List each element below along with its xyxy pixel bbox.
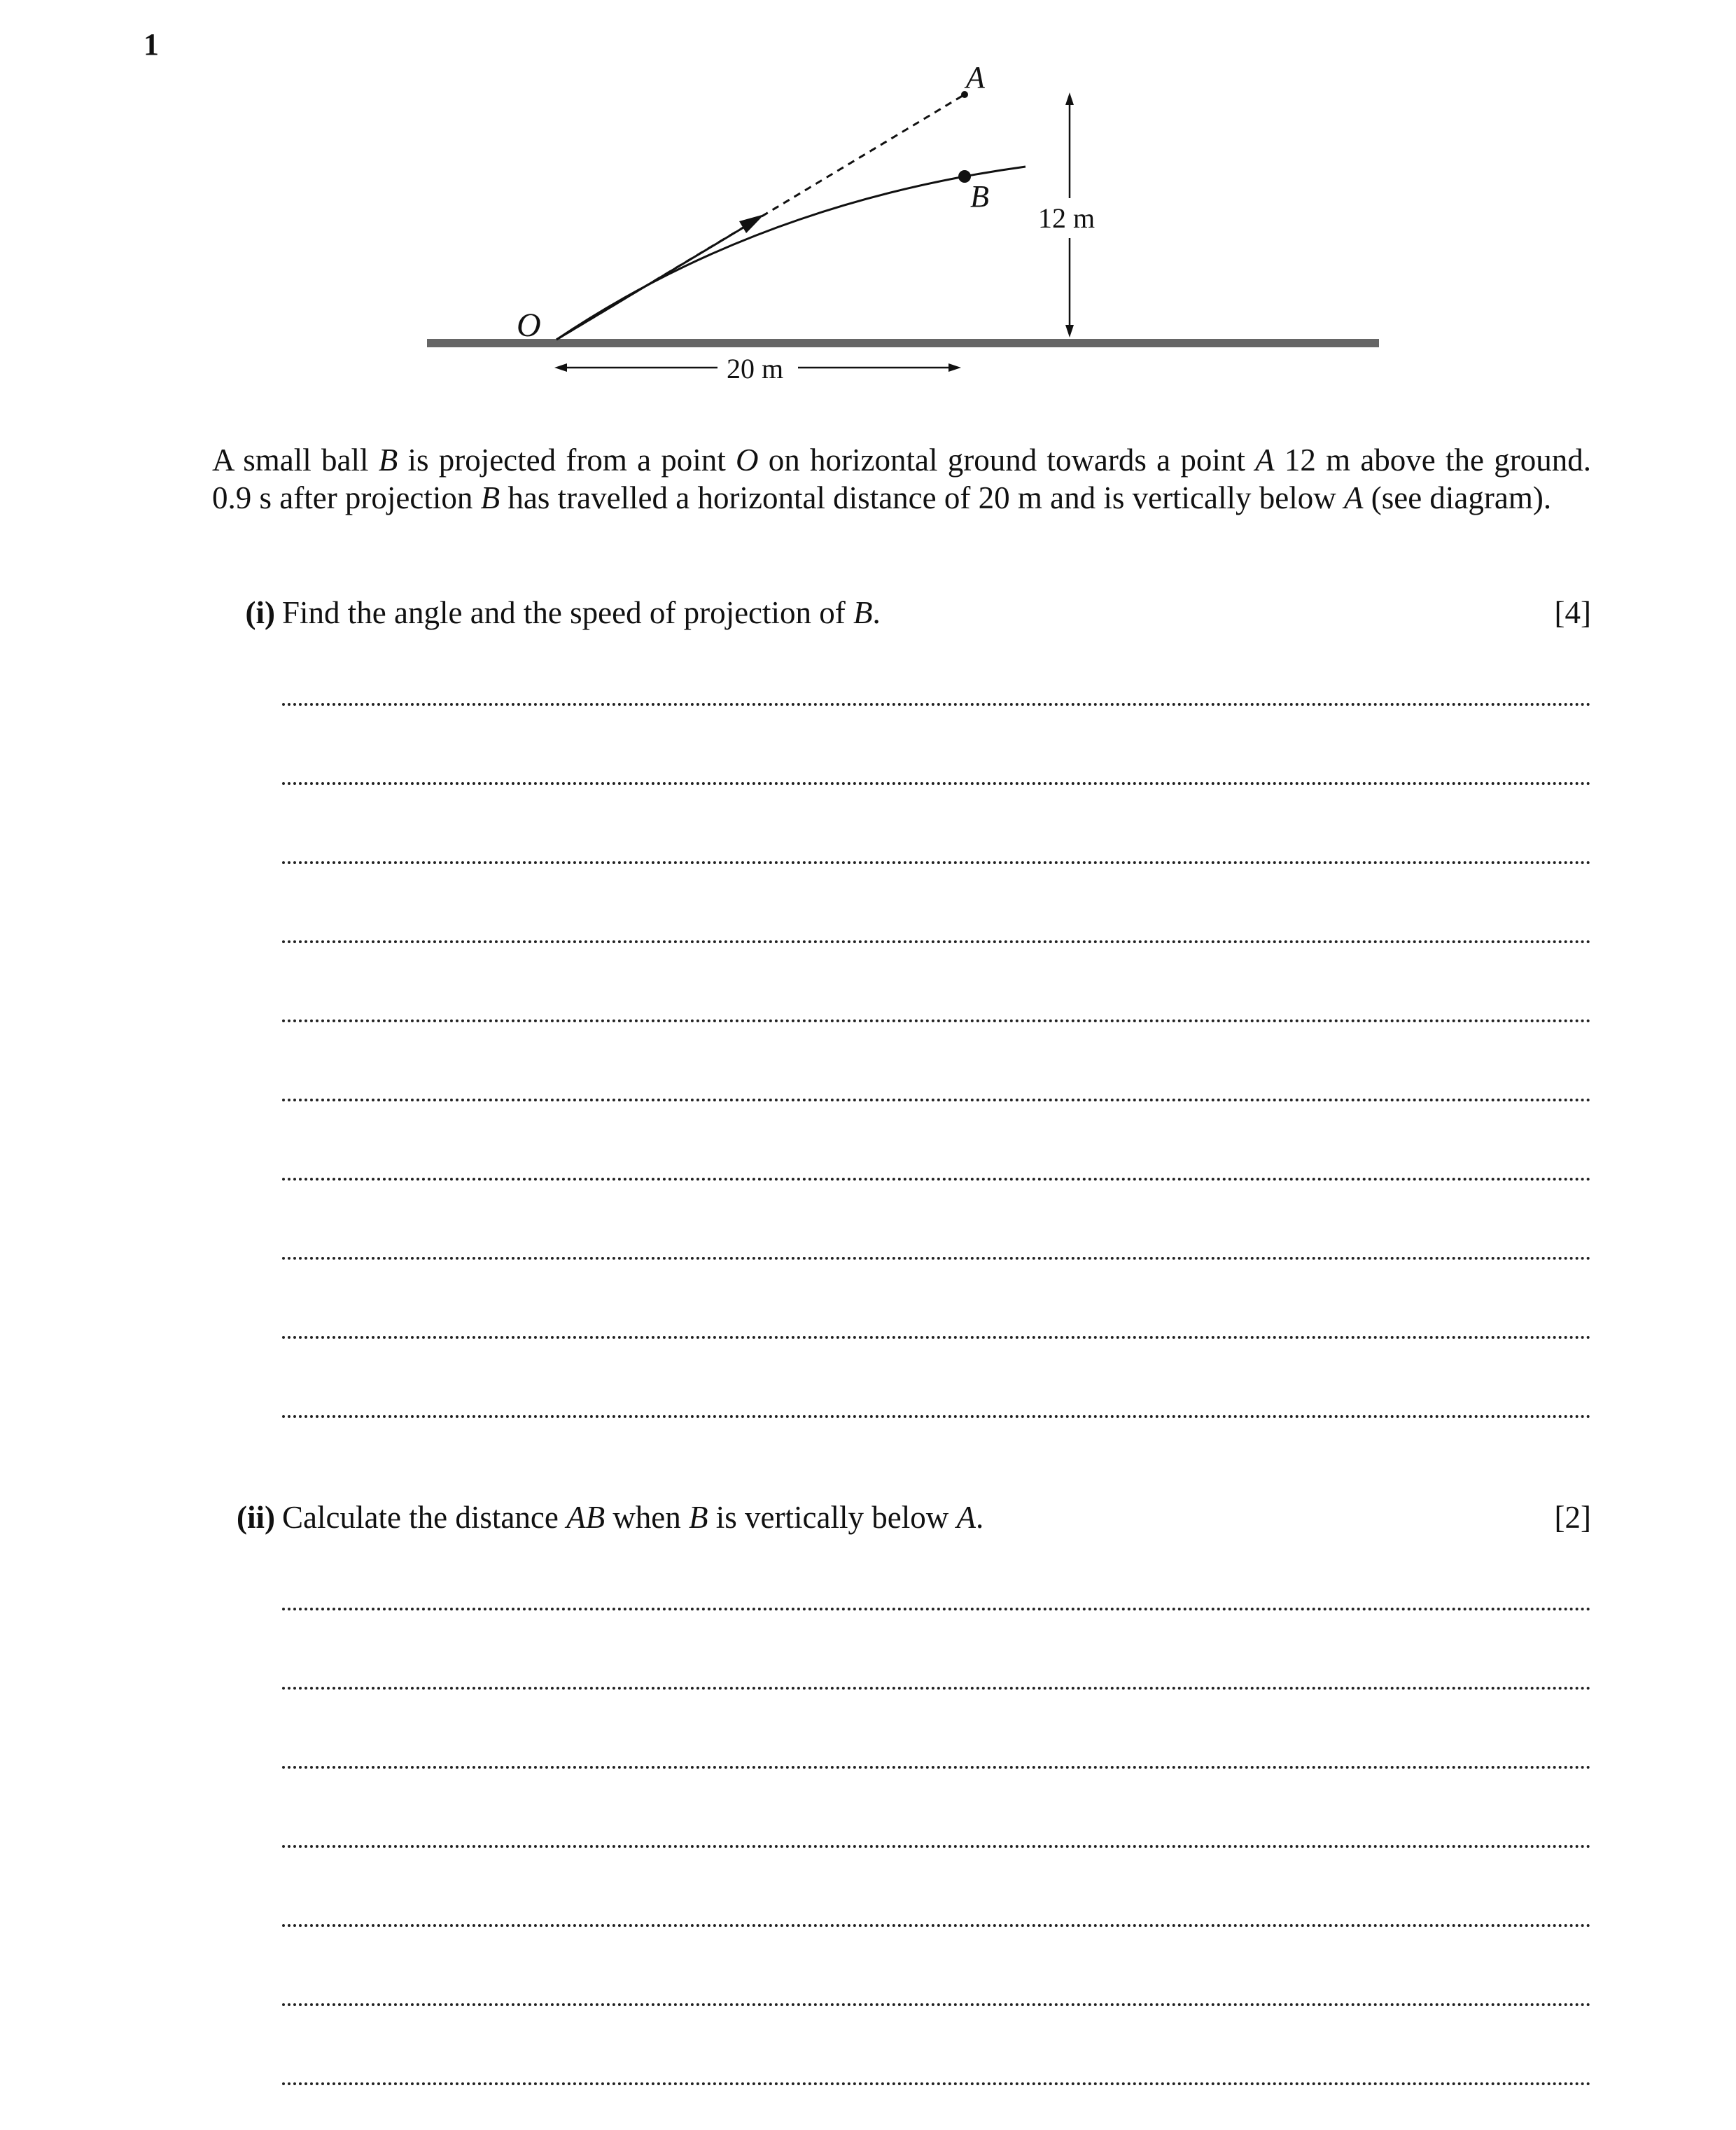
answer-line[interactable] (282, 2082, 1591, 2085)
part-i-label: (i) (245, 595, 275, 630)
answer-line[interactable] (282, 703, 1591, 706)
answer-line[interactable] (282, 1608, 1591, 1610)
answer-line[interactable] (282, 1924, 1591, 1927)
trajectory-curve (556, 167, 1026, 340)
label-O: O (517, 307, 541, 344)
answer-line[interactable] (282, 1336, 1591, 1339)
answer-line[interactable] (282, 1687, 1591, 1690)
answer-line[interactable] (282, 1019, 1591, 1022)
height-arrow-up (1065, 92, 1074, 105)
part-ii-text: Calculate the distance AB when B is vertically below A. (282, 1500, 984, 1535)
distance-arrow-left (554, 363, 567, 372)
label-A: A (966, 60, 985, 95)
part-ii-marks: [2] (1554, 1500, 1591, 1535)
part-ii (212, 1498, 1591, 1540)
answer-line[interactable] (282, 1099, 1591, 1101)
projectile-diagram (0, 0, 1736, 434)
point-B (958, 170, 971, 183)
height-label: 12 m (1038, 202, 1096, 234)
part-ii-label: (ii) (237, 1500, 275, 1535)
answer-line[interactable] (282, 1257, 1591, 1260)
answer-line[interactable] (282, 782, 1591, 785)
answer-line[interactable] (282, 1415, 1591, 1418)
height-arrow-down (1065, 325, 1074, 337)
label-B: B (970, 179, 989, 214)
answer-line[interactable] (282, 1766, 1591, 1769)
question-stem: A small ball B is projected from a point O on horizontal ground towards a point A 12 m above the ground. 0.9 s after projection B has travelled a horizontal distance of 20 m and is vertically below A (see diagram). (212, 443, 1591, 515)
part-i (212, 594, 1591, 636)
part-i-text: Find the angle and the speed of projection of B. (282, 595, 881, 630)
answer-line[interactable] (282, 1845, 1591, 1848)
ground-line (427, 339, 1379, 347)
arrowhead (739, 214, 764, 233)
distance-arrow-right (948, 363, 961, 372)
question-number: 1 (144, 27, 159, 62)
answer-line[interactable] (282, 2003, 1591, 2006)
distance-label: 20 m (727, 353, 784, 384)
answer-line[interactable] (282, 940, 1591, 943)
answer-line[interactable] (282, 861, 1591, 864)
part-i-marks: [4] (1554, 595, 1591, 630)
answer-line[interactable] (282, 1178, 1591, 1181)
